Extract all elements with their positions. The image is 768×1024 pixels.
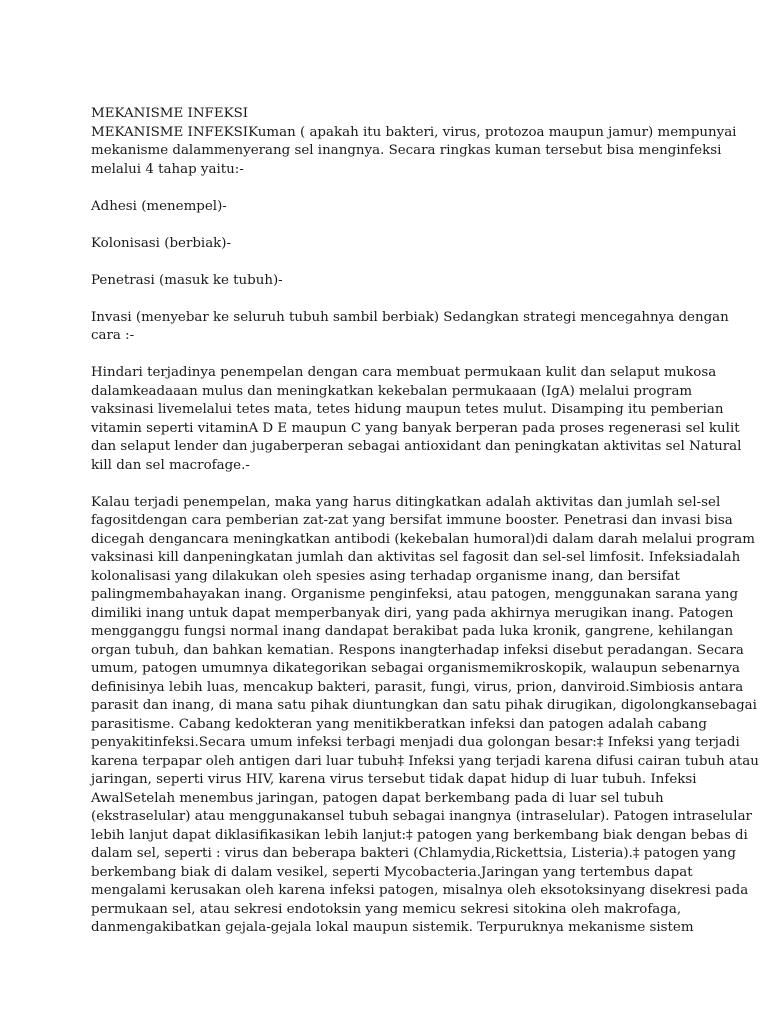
text-line: Adhesi (menempel)-	[91, 198, 227, 214]
text-line: Invasi (menyebar ke seluruh tubuh sambil berbiak) Sedangkan strategi mencegahnya dengan	[91, 309, 729, 325]
text-line: palingmembahayakan inang. Organisme penginfeksi, atau patogen, menggunakan sarana yang	[91, 587, 739, 602]
paragraph-gap	[91, 216, 681, 235]
text-line: melalui 4 tahap yaitu:-	[91, 161, 244, 177]
text-line: Kolonisasi (berbiak)-	[91, 235, 232, 251]
text-line: berkembang biak di dalam vesikel, seperti Mycobacteria.Jaringan yang tertembus dapat	[91, 864, 693, 880]
text-line: Hindari terjadinya penempelan dengan cara membuat permukaan kulit dan selaput mukosa	[91, 365, 717, 380]
text-line: cara :-	[91, 328, 135, 343]
text-line: permukaan sel, atau sekresi endotoksin yang memicu sekresi sitokina oleh makrofaga,	[91, 901, 682, 917]
text-line: organ tubuh, dan bahkan kematian. Respons inangterhadap infeksi disebut peradangan. Secara	[91, 642, 744, 658]
paragraph-gap	[91, 346, 681, 365]
text-line: mengalami kerusakan oleh karena infeksi patogen, misalnya oleh eksotoksinyang disekresi pada	[91, 883, 749, 898]
text-line: Penetrasi (masuk ke tubuh)-	[91, 272, 283, 288]
paragraph-gap	[91, 179, 681, 198]
text-line: parasit dan inang, di mana satu pihak diuntungkan dan satu pihak dirugikan, digolongkansebagai	[91, 698, 757, 713]
paragraph-gap	[91, 475, 681, 494]
text-line: mengganggu fungsi normal inang dandapat berakibat pada luka kronik, gangrene, kehilangan	[91, 624, 734, 639]
text-line: danmengakibatkan gejala-gejala lokal maupun sistemik. Terpuruknya mekanisme sistem	[91, 920, 694, 935]
document-page	[91, 105, 759, 938]
text-line: vitamin seperti vitaminA D E maupun C yang banyak berperan pada proses regenerasi sel kulit	[91, 420, 740, 436]
text-line: karena terpapar oleh antigen dari luar tubuh‡ Infeksi yang terjadi karena difusi cairan tubuh atau	[91, 753, 759, 769]
text-line: parasitisme. Cabang kedokteran yang menitikberatkan infeksi dan patogen adalah cabang	[91, 716, 707, 732]
text-line: (ekstraselular) atau menggunakansel tubuh sebagai inangnya (intraselular). Patogen intraselular	[91, 809, 752, 824]
text-line: kill dan sel macrofage.-	[91, 457, 250, 473]
text-line: lebih lanjut dapat diklasifikasikan lebih lanjut:‡ patogen yang berkembang biak dengan bebas di	[91, 827, 748, 843]
text-line: jaringan, seperti virus HIV, karena virus tersebut tidak dapat hidup di luar tubuh. Infeksi	[91, 772, 697, 787]
text-line: vaksinasi livemelalui tetes mata, tetes hidung maupun tetes mulut. Disamping itu pemberian	[91, 402, 724, 417]
text-line: penyakitinfeksi.Secara umum infeksi terbagi menjadi dua golongan besar:‡ Infeksi yang terjadi	[91, 735, 740, 750]
text-line: dimiliki inang untuk dapat memperbanyak diri, yang pada akhirnya merugikan inang. Patogen	[91, 605, 734, 621]
text-line: definisinya lebih luas, mencakup bakteri, parasit, fungi, virus, prion, danviroid.Simbiosis antara	[91, 679, 744, 695]
text-line: dalam sel, seperti : virus dan beberapa bakteri (Chlamydia,Rickettsia, Listeria).‡ patogen yang	[91, 846, 736, 861]
text-line: fagositdengan cara pemberian zat-zat yang bersifat immune booster. Penetrasi dan invasi bisa	[91, 513, 733, 528]
paragraph-gap	[91, 253, 681, 272]
paragraph-gap	[91, 290, 681, 309]
text-line: dicegah dengancara meningkatkan antibodi (kekebalan humoral)di dalam darah melalui program	[91, 531, 755, 547]
text-line: kolonalisasi yang dilakukan oleh spesies asing terhadap organisme inang, dan bersifat	[91, 568, 680, 584]
text-line: MEKANISME INFEKSIKuman ( apakah itu bakteri, virus, protozoa maupun jamur) mempunyai	[91, 124, 737, 140]
text-line: umum, patogen umumnya dikategorikan sebagai organismemikroskopik, walaupun sebenarnya	[91, 661, 740, 676]
text-line: Kalau terjadi penempelan, maka yang harus ditingkatkan adalah aktivitas dan jumlah sel-sel	[91, 494, 721, 510]
document-title: MEKANISME INFEKSI	[91, 106, 249, 121]
text-line: vaksinasi kill danpeningkatan jumlah dan aktivitas sel fagosit dan sel-sel limfosit. Infeksiadalah	[91, 550, 741, 565]
text-line: mekanisme dalammenyerang sel inangnya. Secara ringkas kuman tersebut bisa menginfeksi	[91, 143, 722, 158]
text-line: AwalSetelah menembus jaringan, patogen dapat berkembang pada di luar sel tubuh	[91, 790, 664, 806]
text-line: dalamkeadaaan mulus dan meningkatkan kekebalan permukaaan (IgA) melalui program	[91, 383, 693, 399]
text-line: dan selaput lender dan jugaberperan sebagai antioxidant dan peningkatan aktivitas sel Natural	[91, 439, 742, 454]
